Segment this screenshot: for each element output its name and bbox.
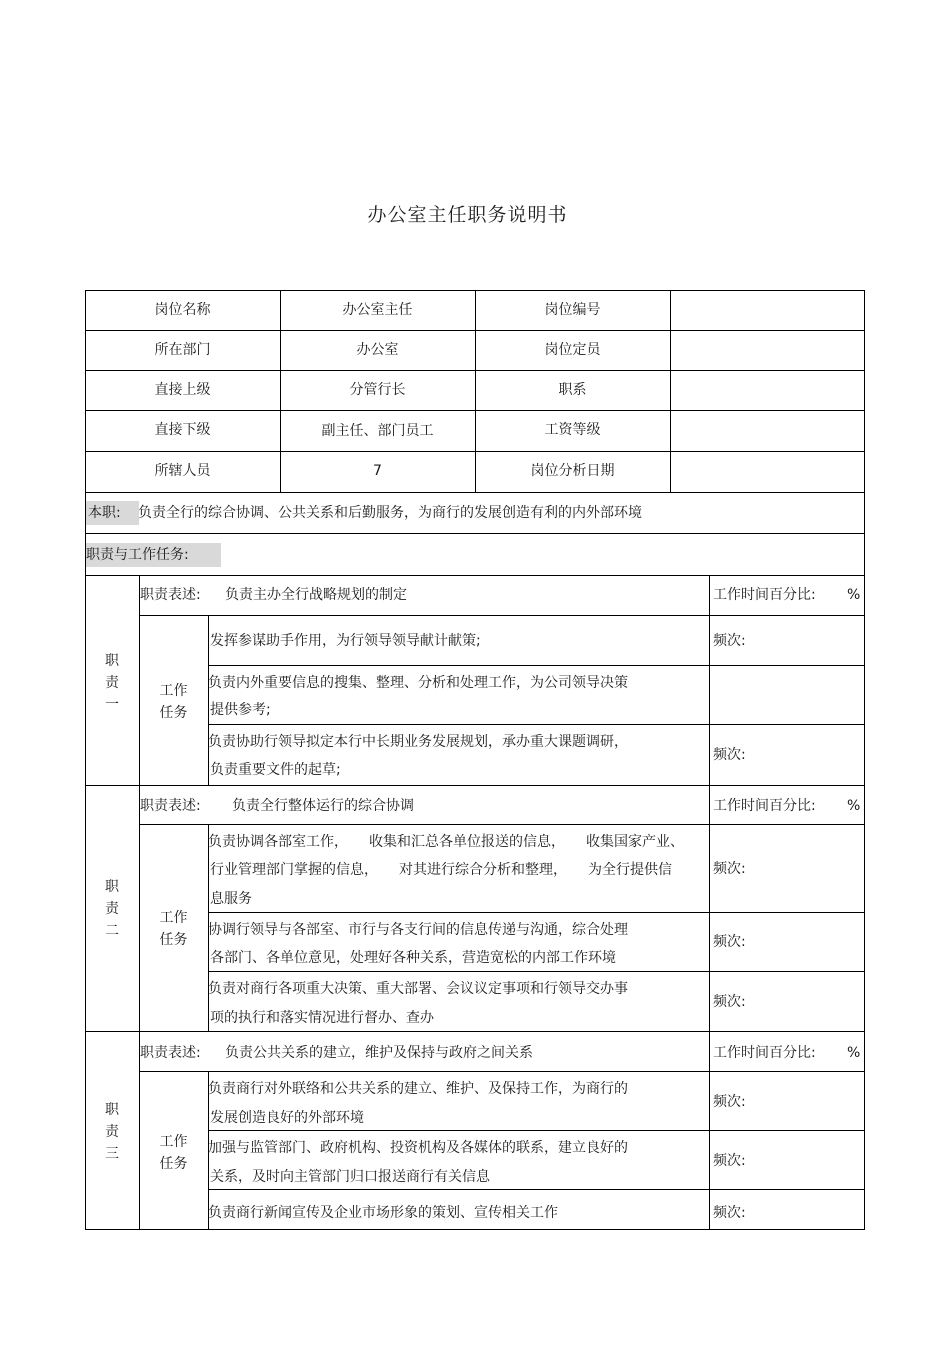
duty-1-task-1-freq: 频次: <box>713 633 746 649</box>
duty-2-time-pct-label: 工作时间百分比: <box>713 798 816 814</box>
grid-line <box>208 1189 865 1190</box>
duty-2-task-3-line-1: 负责对商行各项重大决策、重大部署、会议议定事项和行领导交办事 <box>208 981 628 997</box>
label-headcount: 岗位定员 <box>544 342 601 358</box>
duty-2-task-1-line-2: 行业管理部门掌握的信息， 对其进行综合分析和整理， 为全行提供信 <box>210 862 672 878</box>
duty-3-name-char: 三 <box>105 1146 119 1162</box>
value-post-name: 办公室主任 <box>342 302 413 318</box>
duty-2-task-2-line-2: 各部门、各单位意见，处理好各种关系，营造宽松的内部工作环境 <box>210 950 616 966</box>
duty-2-task-1-line-3: 息服务 <box>210 891 252 907</box>
value-staff-count: 7 <box>373 463 382 479</box>
duty-2-name-char: 职 <box>105 879 119 895</box>
grid-line <box>85 575 865 576</box>
duty-1-desc-label: 职责表述: <box>140 587 201 603</box>
duty-1-desc: 负责主办全行战略规划的制定 <box>225 587 407 603</box>
duty-2-task-3-line-2: 项的执行和落实情况进行督办、查办 <box>210 1010 434 1026</box>
duties-header: 职责与工作任务: <box>86 543 221 567</box>
duty-1-time-pct-label: 工作时间百分比: <box>713 587 816 603</box>
grid-line <box>139 1071 865 1072</box>
label-subordinate: 直接下级 <box>154 422 211 438</box>
tasks-label-line: 任务 <box>159 932 188 948</box>
main-duty-label: 本职: <box>86 501 139 525</box>
duty-3-task-1-line-2: 发展创造良好的外部环境 <box>210 1110 364 1126</box>
duty-2-task-1-freq: 频次: <box>713 861 746 877</box>
duty-1-tasks-label <box>139 680 208 724</box>
duty-2-desc: 负责全行整体运行的综合协调 <box>232 798 414 814</box>
grid-line <box>85 1031 865 1032</box>
page-title: 办公室主任职务说明书 <box>367 204 568 226</box>
label-analysis-date: 岗位分析日期 <box>530 463 615 479</box>
duty-2-pct-sign: % <box>847 798 861 814</box>
duty-1-task-3-freq: 频次: <box>713 747 746 763</box>
duty-2-desc-label: 职责表述: <box>140 798 201 814</box>
duty-1-task-1: 发挥参谋助手作用，为行领导领导献计献策; <box>210 633 481 649</box>
tasks-label-line: 任务 <box>159 705 188 721</box>
duty-3-desc-label: 职责表述: <box>140 1045 201 1061</box>
duty-3-task-1-line-1: 负责商行对外联络和公共关系的建立、维护、及保持工作，为商行的 <box>208 1081 628 1097</box>
duty-3-task-2-freq: 频次: <box>713 1153 746 1169</box>
duty-3-task-2-line-1: 加强与监管部门、政府机构、投资机构及各媒体的联系，建立良好的 <box>208 1140 628 1156</box>
duty-2-name-char: 责 <box>105 901 119 917</box>
duty-1-task-2-line-1: 负责内外重要信息的搜集、整理、分析和处理工作，为公司领导决策 <box>208 675 628 691</box>
tasks-label-line: 工作 <box>159 910 188 926</box>
duty-1-name-char: 一 <box>105 697 119 713</box>
grid-line <box>208 724 865 725</box>
duty-3-task-3: 负责商行新闻宣传及企业市场形象的策划、宣传相关工作 <box>208 1205 558 1221</box>
grid-line <box>208 665 865 666</box>
grid-line <box>85 533 865 534</box>
grid-line <box>208 912 865 913</box>
grid-line <box>208 615 209 785</box>
label-department: 所在部门 <box>154 342 211 358</box>
duty-1-task-2-line-2: 提供参考; <box>210 702 271 718</box>
duty-2-task-2-line-1: 协调行领导与各部室、市行与各支行间的信息传递与沟通，综合处理 <box>208 922 628 938</box>
duty-2-task-2-freq: 频次: <box>713 934 746 950</box>
value-subordinate: 副主任、部门员工 <box>321 423 434 439</box>
duty-3-desc: 负责公共关系的建立，维护及保持与政府之间关系 <box>225 1045 533 1061</box>
label-salary-grade: 工资等级 <box>544 422 601 438</box>
duty-1-task-3-line-1: 负责协助行领导拟定本行中长期业务发展规划，承办重大课题调研， <box>208 734 628 750</box>
duty-3-name-char: 职 <box>105 1102 119 1118</box>
tasks-label-line: 工作 <box>159 683 188 699</box>
label-post-number: 岗位编号 <box>544 302 601 318</box>
duty-3-pct-sign: % <box>847 1045 861 1061</box>
grid-line <box>85 492 865 493</box>
duty-1-name-char: 责 <box>105 675 119 691</box>
duty-3-tasks-label <box>139 1131 208 1175</box>
duty-1-pct-sign: % <box>847 587 861 603</box>
grid-line <box>208 1130 865 1131</box>
tasks-label-line: 工作 <box>159 1134 188 1150</box>
grid-line <box>709 575 710 1230</box>
duty-3-task-3-freq: 频次: <box>713 1205 746 1221</box>
duty-2-task-3-freq: 频次: <box>713 994 746 1010</box>
grid-line <box>139 824 865 825</box>
label-job-family: 职系 <box>558 382 587 398</box>
grid-line <box>670 290 671 492</box>
duty-2-tasks-label <box>139 907 208 951</box>
duty-3-name-char: 责 <box>105 1124 119 1140</box>
duty-2-name-char: 二 <box>105 923 119 939</box>
label-superior: 直接上级 <box>154 382 211 398</box>
duty-1-task-3-line-2: 负责重要文件的起草; <box>210 762 341 778</box>
grid-line <box>208 971 865 972</box>
duty-3-time-pct-label: 工作时间百分比: <box>713 1045 816 1061</box>
label-post-name: 岗位名称 <box>154 302 211 318</box>
duty-1-name-char: 职 <box>105 653 119 669</box>
duty-3-task-2-line-2: 关系，及时向主管部门归口报送商行有关信息 <box>210 1169 490 1185</box>
duty-2-task-1-line-1: 负责协调各部室工作， 收集和汇总各单位报送的信息， 收集国家产业、 <box>208 834 684 850</box>
grid-line <box>85 785 865 786</box>
value-superior: 分管行长 <box>349 382 406 398</box>
duty-2-name <box>85 876 139 942</box>
duty-1-name <box>85 650 139 716</box>
label-staff-count: 所辖人员 <box>154 463 211 479</box>
grid-line <box>139 615 865 616</box>
main-duty-text: 负责全行的综合协调、公共关系和后勤服务，为商行的发展创造有利的内外部环境 <box>138 505 642 521</box>
tasks-label-line: 任务 <box>159 1156 188 1172</box>
value-department: 办公室 <box>356 342 399 358</box>
duty-3-task-1-freq: 频次: <box>713 1094 746 1110</box>
duty-3-name <box>85 1099 139 1165</box>
